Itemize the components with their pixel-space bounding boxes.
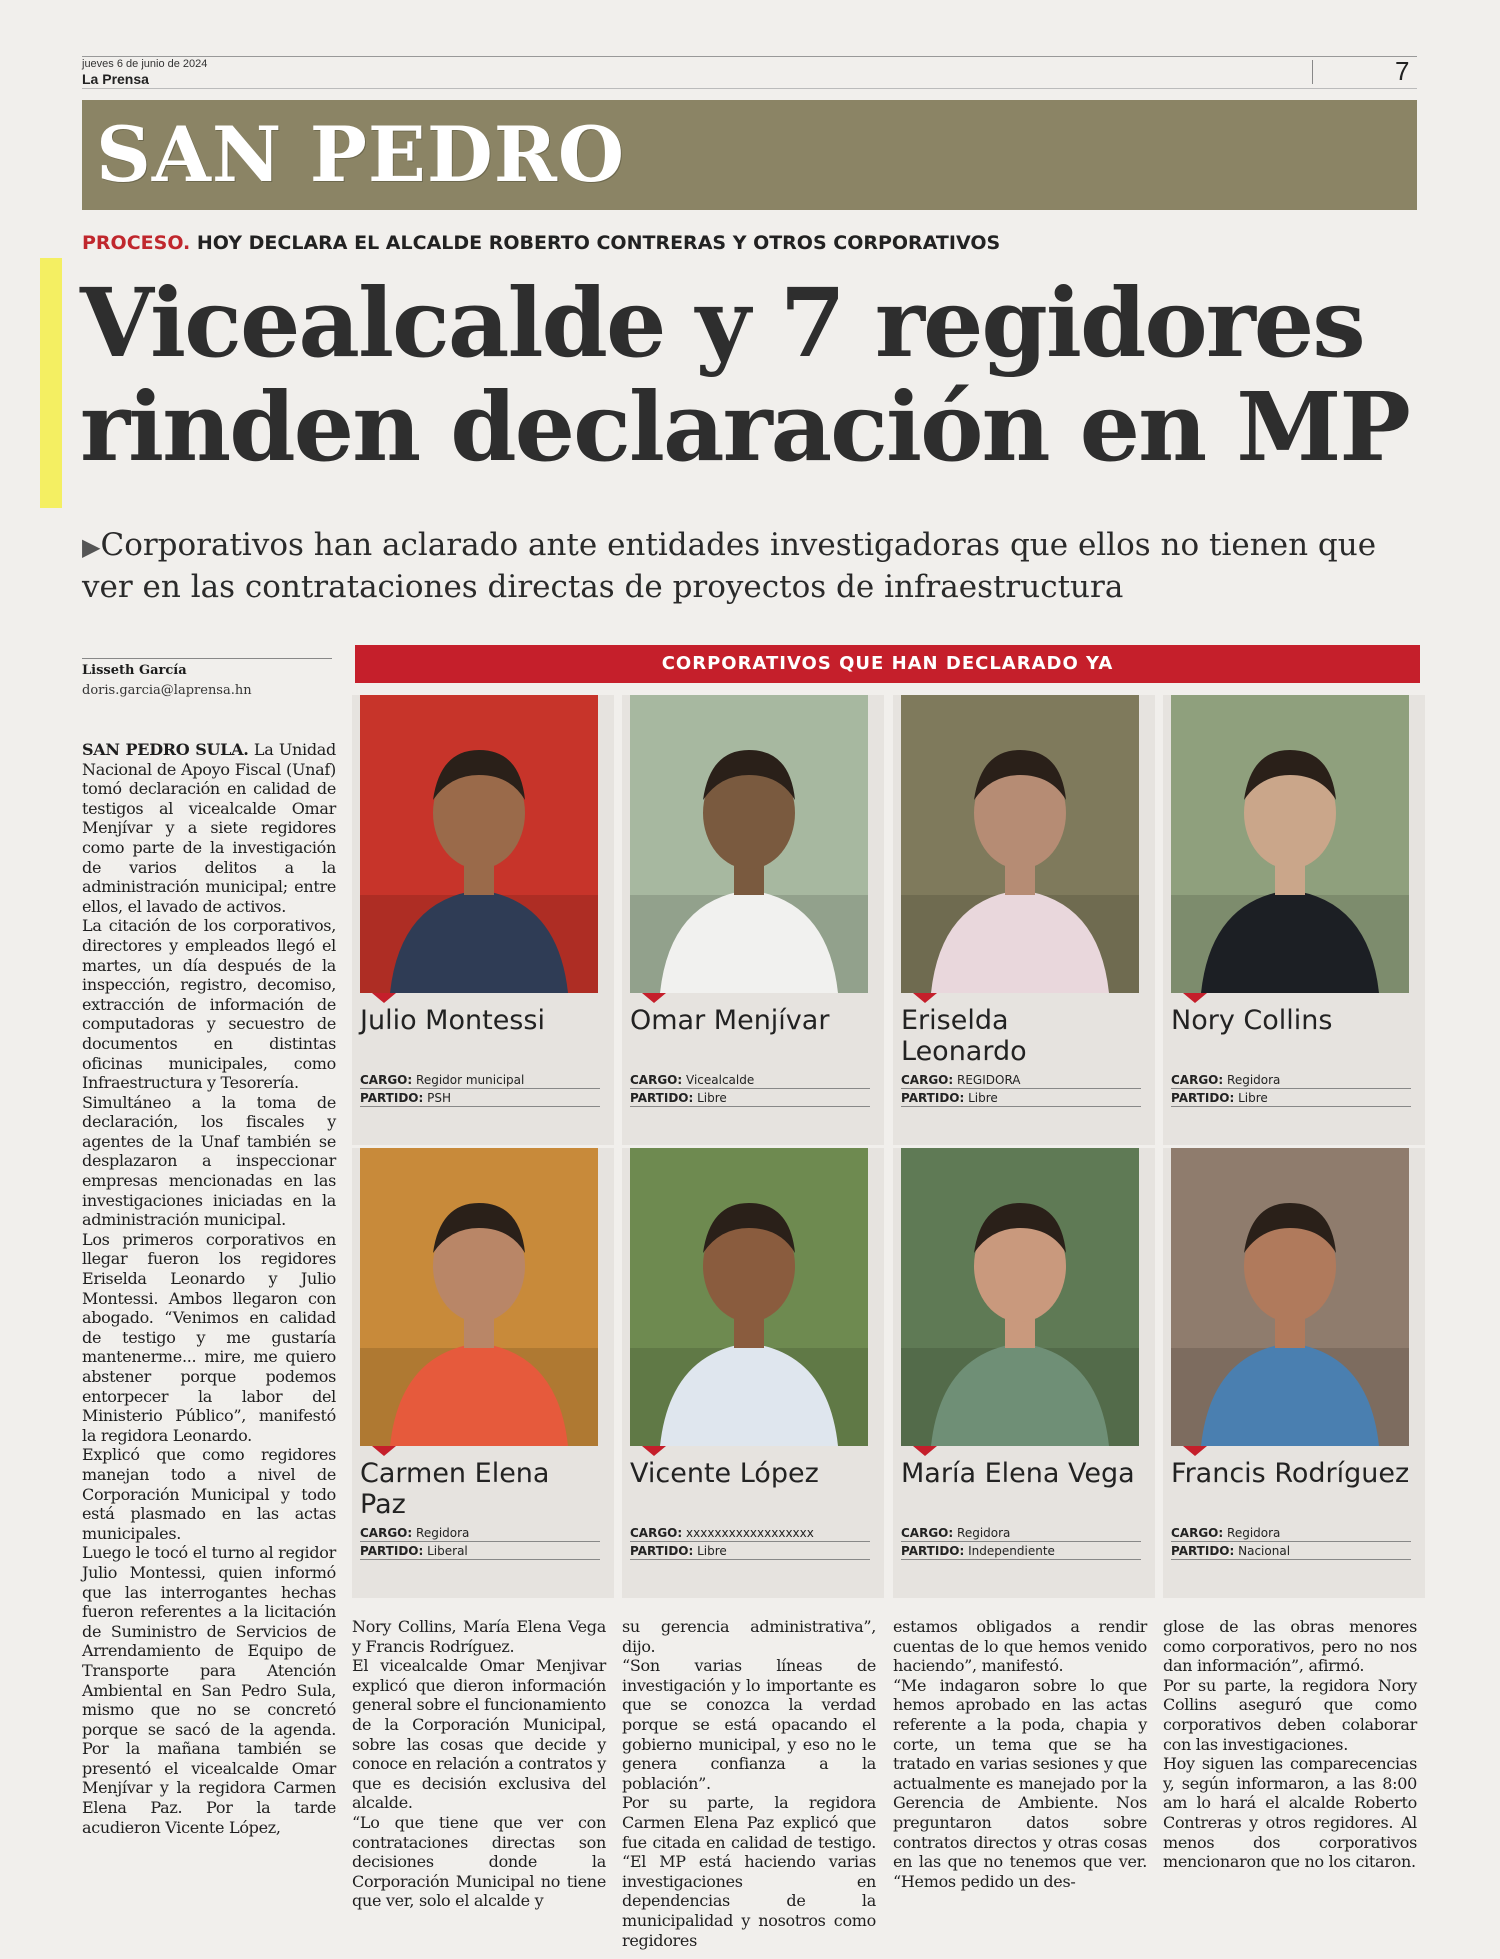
byline-rule [82, 658, 332, 659]
portrait-photo [901, 1148, 1139, 1446]
paragraph: Los primeros corporativos en llegar fueron los regidores Eriselda Leonardo y Julio Montessi. Ambos llegaron con abogado. “Venimos en calidad de testigo y me gustaría mantenerme... mire, me quiero abstener porque podemos entorpecer la labor del Ministerio Público”, manifestó la regidora Leonardo. [82, 1229, 336, 1445]
section-title: SAN PEDRO [96, 110, 626, 199]
person-name: Julio Montessi [360, 1005, 545, 1036]
paragraph: Por su parte, la regidora Nory Collins aseguró que como corporativos deben colaborar con las investigaciones. [1163, 1675, 1417, 1754]
person-name: Omar Menjívar [630, 1005, 830, 1036]
person-name: Vicente López [630, 1458, 819, 1489]
headline: Vicealcalde y 7 regidores rinden declaración en MP [80, 268, 1409, 483]
person-partido: PARTIDO: Libre [901, 1091, 1141, 1107]
person-partido: PARTIDO: Libre [1171, 1091, 1411, 1107]
person-partido: PARTIDO: Libre [630, 1544, 870, 1560]
person-card [352, 1148, 614, 1598]
person-name: Nory Collins [1171, 1005, 1333, 1036]
byline-name: Lisseth García [82, 663, 187, 678]
portrait-photo [360, 695, 598, 993]
person-card [893, 1148, 1155, 1598]
body-column-4 [893, 1617, 1147, 1891]
person-name: Eriselda Leonardo [901, 1005, 1027, 1067]
pointer-marker [913, 1446, 937, 1456]
newspaper-name: La Prensa [82, 71, 149, 87]
person-cargo: CARGO: Regidora [360, 1526, 600, 1542]
kicker [82, 232, 1000, 254]
portrait-photo [1171, 1148, 1409, 1446]
triangle-bullet-icon: ▶ [82, 533, 101, 561]
page-number: 7 [1395, 56, 1410, 86]
pointer-marker [642, 1446, 666, 1456]
body-column-3 [622, 1617, 876, 1950]
paragraph: “Me indagaron sobre lo que hemos aprobado en las actas referente a la poda, chapia y corte, un tema que se ha tratado en varias sesiones y que actualmente es manejado por la Gerencia de Ambiente. Nos preguntaron datos sobre contratos directos y otras cosas en las que no tenemos que ver. “Hemos pedido un des- [893, 1675, 1147, 1891]
paragraph: “Lo que tiene que ver con contrataciones directas son decisiones donde la Corporación Municipal no tiene que ver, solo el alcalde y [352, 1812, 606, 1911]
paragraph: su gerencia administrativa”, dijo. [622, 1617, 876, 1656]
person-card [1163, 1148, 1425, 1598]
deck [82, 525, 1422, 607]
page-number-divider [1312, 60, 1313, 84]
person-cargo: CARGO: Regidora [901, 1526, 1141, 1542]
person-name: Carmen Elena Paz [360, 1458, 550, 1520]
paragraph: El vicealcalde Omar Menjivar explicó que dieron información general sobre el funcionamiento de la Corporación Municipal, sobre las cosas que decide y conoce en relación a contratos y que es decisión exclusiva del alcalde. [352, 1656, 606, 1813]
kicker-label: PROCESO. [82, 232, 191, 254]
person-cargo: CARGO: Regidora [1171, 1073, 1411, 1089]
body-column-2 [352, 1617, 606, 1911]
paragraph: Nory Collins, María Elena Vega y Francis Rodríguez. [352, 1617, 606, 1656]
paragraph: Hoy siguen las comparecencias y, según informaron, a las 8:00 am lo hará el alcalde Roberto Contreras y otros regidores. Al menos dos corporativos mencionaron que no los citaron. [1163, 1754, 1417, 1872]
paragraph: Por su parte, la regidora Carmen Elena Paz explicó que fue citada en calidad de testigo. “El MP está haciendo varias investigaciones en dependencias de la municipalidad y nosotros como regidores [622, 1793, 876, 1950]
paragraph [82, 740, 336, 916]
paragraph: estamos obligados a rendir cuentas de lo que hemos venido haciendo”, manifestó. [893, 1617, 1147, 1676]
deck-text: Corporativos han aclarado ante entidades investigadoras que ellos no tienen que ver en las contrataciones directas de proyectos de infraestructura [82, 527, 1377, 605]
paragraph: “Son varias líneas de investigación y lo importante es que se conozca la verdad porque se está opacando el gobierno municipal, y eso no le genera confianza a la población”. [622, 1656, 876, 1793]
byline-email: doris.garcia@laprensa.hn [82, 683, 252, 698]
portrait-photo [360, 1148, 598, 1446]
body-column-left [82, 740, 336, 1837]
pointer-marker [913, 993, 937, 1003]
paragraph: Luego le tocó el turno al regidor Julio Montessi, quien informó que las interrogantes hechas fueron referentes a la licitación de Suministro de Servicios de Arrendamiento de Equipo de Transporte para Atención Ambiental en San Pedro Sula, mismo que no se concretó porque se sacó de la agenda. Por la mañana también se presentó el vicealcalde Omar Menjívar y la regidora Carmen Elena Paz. Por la tarde acudieron Vicente López, [82, 1543, 336, 1837]
person-cargo: CARGO: REGIDORA [901, 1073, 1141, 1089]
paragraph: Explicó que como regidores manejan todo a nivel de Corporación Municipal y todo está plasmado en las actas municipales. [82, 1445, 336, 1543]
person-card [622, 1148, 884, 1598]
person-partido: PARTIDO: Nacional [1171, 1544, 1411, 1560]
pointer-marker [1183, 993, 1207, 1003]
person-cargo: CARGO: Regidor municipal [360, 1073, 600, 1089]
portrait-photo [630, 1148, 868, 1446]
person-partido: PARTIDO: Independiente [901, 1544, 1141, 1560]
portrait-photo [630, 695, 868, 993]
person-card [352, 695, 614, 1145]
person-card [893, 695, 1155, 1145]
portrait-photo [901, 695, 1139, 993]
person-name: Francis Rodríguez [1171, 1458, 1410, 1489]
panel-header: CORPORATIVOS QUE HAN DECLARADO YA [355, 645, 1420, 683]
person-cargo: CARGO: xxxxxxxxxxxxxxxxxx [630, 1526, 870, 1542]
top-rule [82, 56, 1417, 57]
pointer-marker [1183, 1446, 1207, 1456]
pointer-marker [372, 993, 396, 1003]
person-partido: PARTIDO: PSH [360, 1091, 600, 1107]
paragraph: La citación de los corporativos, directores y empleados llegó el martes, un día después de la inspección, registro, decomiso, extracción de información de computadoras y secuestro de documentos en distintas oficinas municipales, como Infraestructura y Tesorería. [82, 916, 336, 1093]
person-cargo: CARGO: Regidora [1171, 1526, 1411, 1542]
paragraph-text: La Unidad Nacional de Apoyo Fiscal (Unaf) tomó declaración en calidad de testigos al vicealcalde Omar Menjívar y a siete regidores como parte de la investigación de varios delitos a la administración municipal; entre ellos, el lavado de activos. [82, 740, 336, 916]
person-name: María Elena Vega [901, 1458, 1135, 1489]
masthead-rule [82, 88, 1417, 89]
portrait-photo [1171, 695, 1409, 993]
body-column-5 [1163, 1617, 1417, 1872]
person-partido: PARTIDO: Libre [630, 1091, 870, 1107]
highlighter-mark [40, 258, 62, 508]
person-cargo: CARGO: Vicealcalde [630, 1073, 870, 1089]
pointer-marker [372, 1446, 396, 1456]
dateline: SAN PEDRO SULA. [82, 740, 249, 759]
person-card [1163, 695, 1425, 1145]
kicker-text: HOY DECLARA EL ALCALDE ROBERTO CONTRERAS Y OTROS CORPORATIVOS [196, 232, 1001, 254]
person-card [622, 695, 884, 1145]
issue-date: jueves 6 de junio de 2024 [82, 58, 208, 70]
paragraph: Simultáneo a la toma de declaración, los fiscales y agentes de la Unaf también se desplazaron a inspeccionar empresas mencionadas en las investigaciones iniciadas en la administración municipal. [82, 1092, 336, 1230]
paragraph: glose de las obras menores como corporativos, pero no nos dan información”, afirmó. [1163, 1617, 1417, 1676]
person-partido: PARTIDO: Liberal [360, 1544, 600, 1560]
pointer-marker [642, 993, 666, 1003]
